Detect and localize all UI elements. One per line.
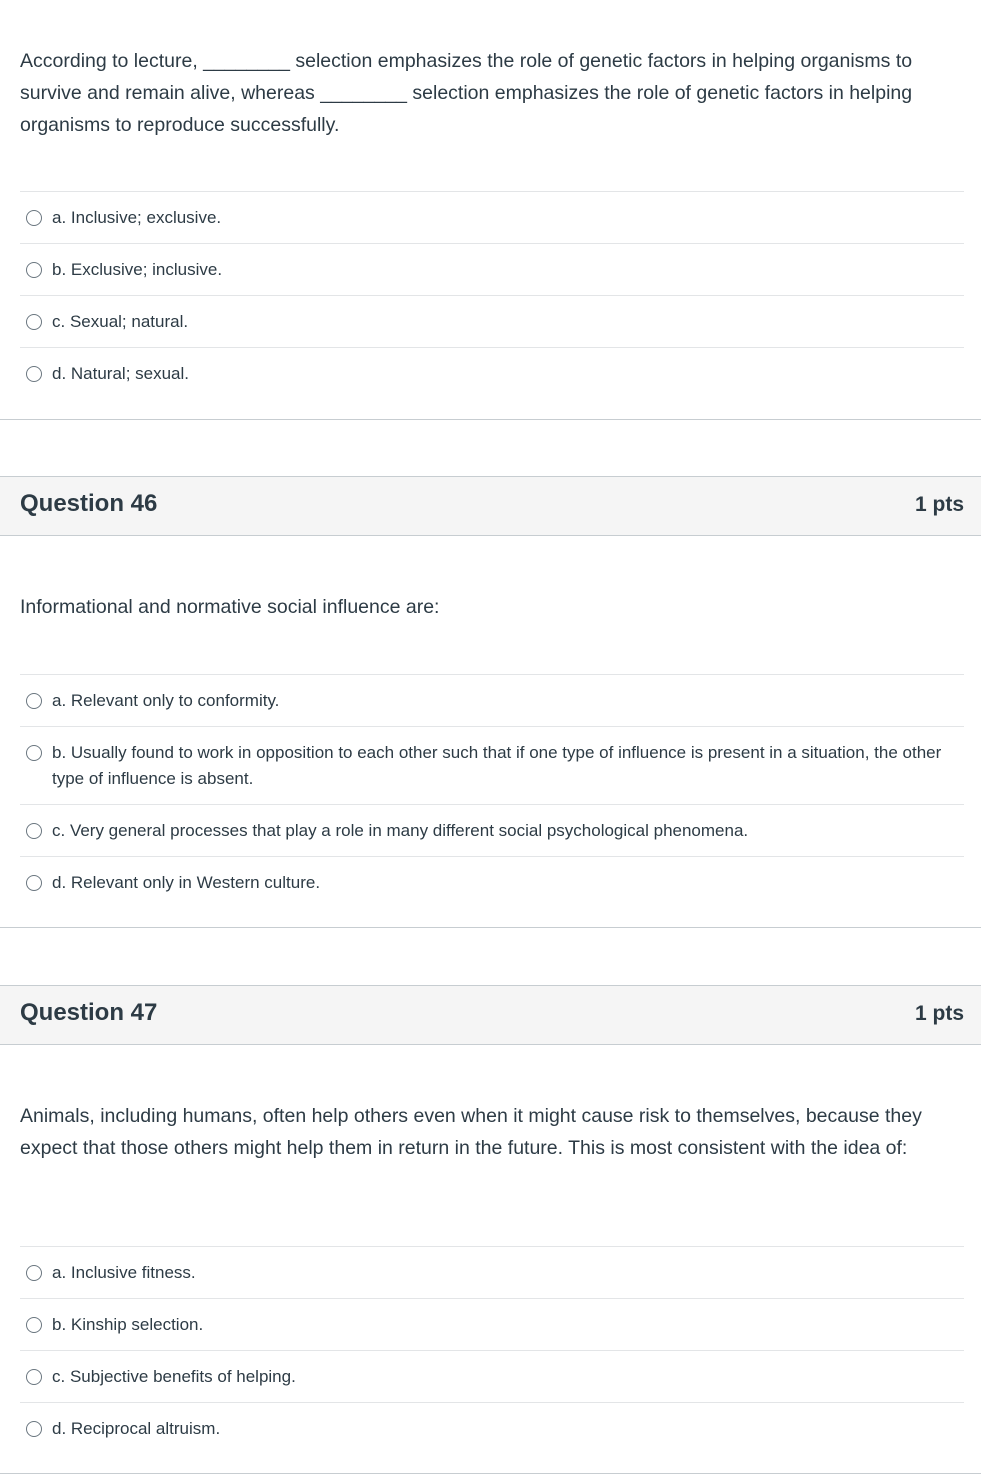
radio-button-icon[interactable] [26,745,42,761]
radio-button-icon[interactable] [26,875,42,891]
answer-option-a[interactable] [20,192,964,244]
radio-button-icon[interactable] [26,1369,42,1385]
answer-option-a[interactable] [20,675,964,727]
answer-option-c[interactable] [20,805,964,857]
question-46-header [0,476,981,536]
answer-option-d[interactable] [20,857,964,908]
answer-label: b. Exclusive; inclusive. [52,260,223,279]
question-divider [0,927,981,928]
answer-label: b. Kinship selection. [52,1315,204,1334]
radio-button-icon[interactable] [26,1317,42,1333]
answer-option-b[interactable] [20,1299,964,1351]
answer-label: c. Subjective benefits of helping. [52,1367,296,1386]
radio-button-icon[interactable] [26,693,42,709]
answer-label: c. Very general processes that play a role in many different social psychological phenomena. [52,821,749,840]
answer-option-c[interactable] [20,296,964,348]
answer-label: d. Natural; sexual. [52,364,190,383]
question-title: Question 46 [20,490,158,517]
question-divider [0,419,981,420]
answer-label: b. Usually found to work in opposition to each other such that if one type of influence is present in a situation, the other type of influence is absent. [52,743,942,788]
question-45-answers [20,191,964,399]
question-divider [0,1473,981,1474]
answer-option-c[interactable] [20,1351,964,1403]
answer-option-a[interactable] [20,1247,964,1299]
radio-button-icon[interactable] [26,314,42,330]
radio-button-icon[interactable] [26,823,42,839]
question-47-text: Animals, including humans, often help others even when it might cause risk to themselves, because they expect that those others might help them in return in the future. This is most consistent with the idea of: [20,1105,922,1159]
answer-label: a. Inclusive; exclusive. [52,208,222,227]
question-points: 1 pts [914,493,964,516]
answer-option-d[interactable] [20,1403,964,1454]
question-46-answers [20,674,964,908]
question-points: 1 pts [914,1002,964,1025]
answer-label: d. Relevant only in Western culture. [52,873,321,892]
radio-button-icon[interactable] [26,366,42,382]
answer-label: a. Inclusive fitness. [52,1263,196,1282]
answer-label: c. Sexual; natural. [52,312,189,331]
radio-button-icon[interactable] [26,1265,42,1281]
answer-option-b[interactable] [20,727,964,805]
radio-button-icon[interactable] [26,210,42,226]
answer-option-d[interactable] [20,348,964,399]
answer-option-b[interactable] [20,244,964,296]
question-46-text: Informational and normative social influence are: [20,596,440,618]
radio-button-icon[interactable] [26,262,42,278]
question-45-text: According to lecture, ________ selection emphasizes the role of genetic factors in helping organisms to survive and remain alive, whereas ________ selection emphasizes the role of genetic factors in helping organisms to reproduce successfully. [20,50,913,136]
question-47-header [0,985,981,1045]
question-47-answers [20,1246,964,1454]
answer-label: a. Relevant only to conformity. [52,691,280,710]
answer-label: d. Reciprocal altruism. [52,1419,221,1438]
question-title: Question 47 [20,999,158,1026]
radio-button-icon[interactable] [26,1421,42,1437]
